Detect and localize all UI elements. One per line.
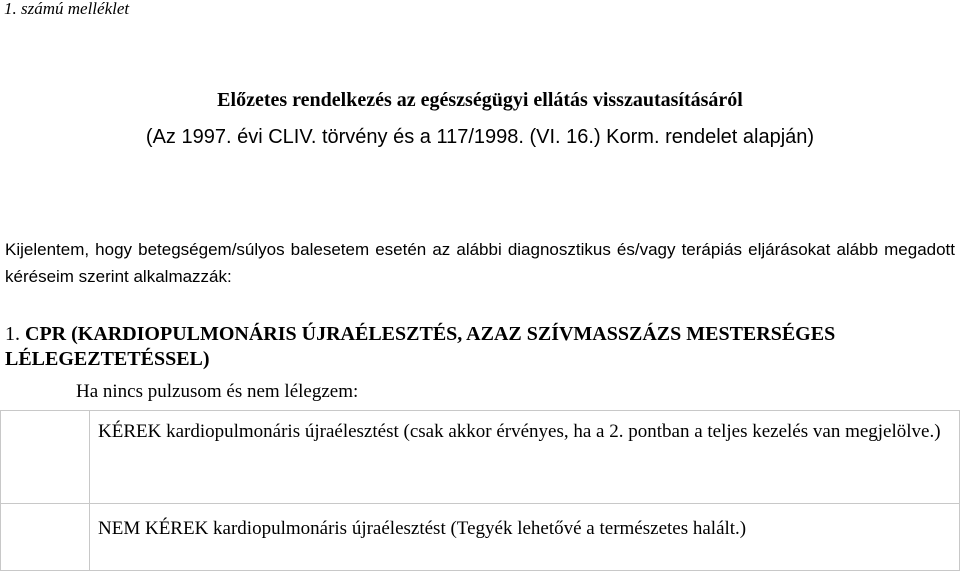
checkbox-cell-request-cpr[interactable] bbox=[1, 411, 90, 504]
checkbox-cell-decline-cpr[interactable] bbox=[1, 504, 90, 571]
option-text-decline-cpr: NEM KÉREK kardiopulmonáris újraélesztést (Tegyék lehetővé a természetes halált.) bbox=[90, 504, 960, 571]
declaration-paragraph: Kijelentem, hogy betegségem/súlyos balesetem esetén az alábbi diagnosztikus és/vagy terápiás eljárásokat alább megadott kéréseim szerint alkalmazzák: bbox=[5, 240, 955, 286]
annex-label: 1. számú melléklet bbox=[4, 0, 130, 18]
document-subtitle: (Az 1997. évi CLIV. törvény és a 117/1998. (VI. 16.) Korm. rendelet alapján) bbox=[145, 126, 815, 148]
section-title: CPR (KARDIOPULMONÁRIS ÚJRAÉLESZTÉS, AZAZ SZÍVMASSZÁZS MESTERSÉGES LÉLEGEZTETÉSSEL) bbox=[5, 323, 836, 370]
section-heading bbox=[5, 322, 955, 372]
section-number: 1. bbox=[5, 323, 20, 345]
options-table bbox=[0, 410, 960, 571]
section-condition: Ha nincs pulzusom és nem lélegzem: bbox=[76, 381, 359, 402]
option-row-request-cpr bbox=[1, 411, 960, 504]
document-title: Előzetes rendelkezés az egészségügyi ellátás visszautasításáról bbox=[217, 89, 743, 111]
option-text-request-cpr: KÉREK kardiopulmonáris újraélesztést (csak akkor érvényes, ha a 2. pontban a teljes kezelés van megjelölve.) bbox=[90, 411, 960, 504]
option-row-decline-cpr bbox=[1, 504, 960, 571]
